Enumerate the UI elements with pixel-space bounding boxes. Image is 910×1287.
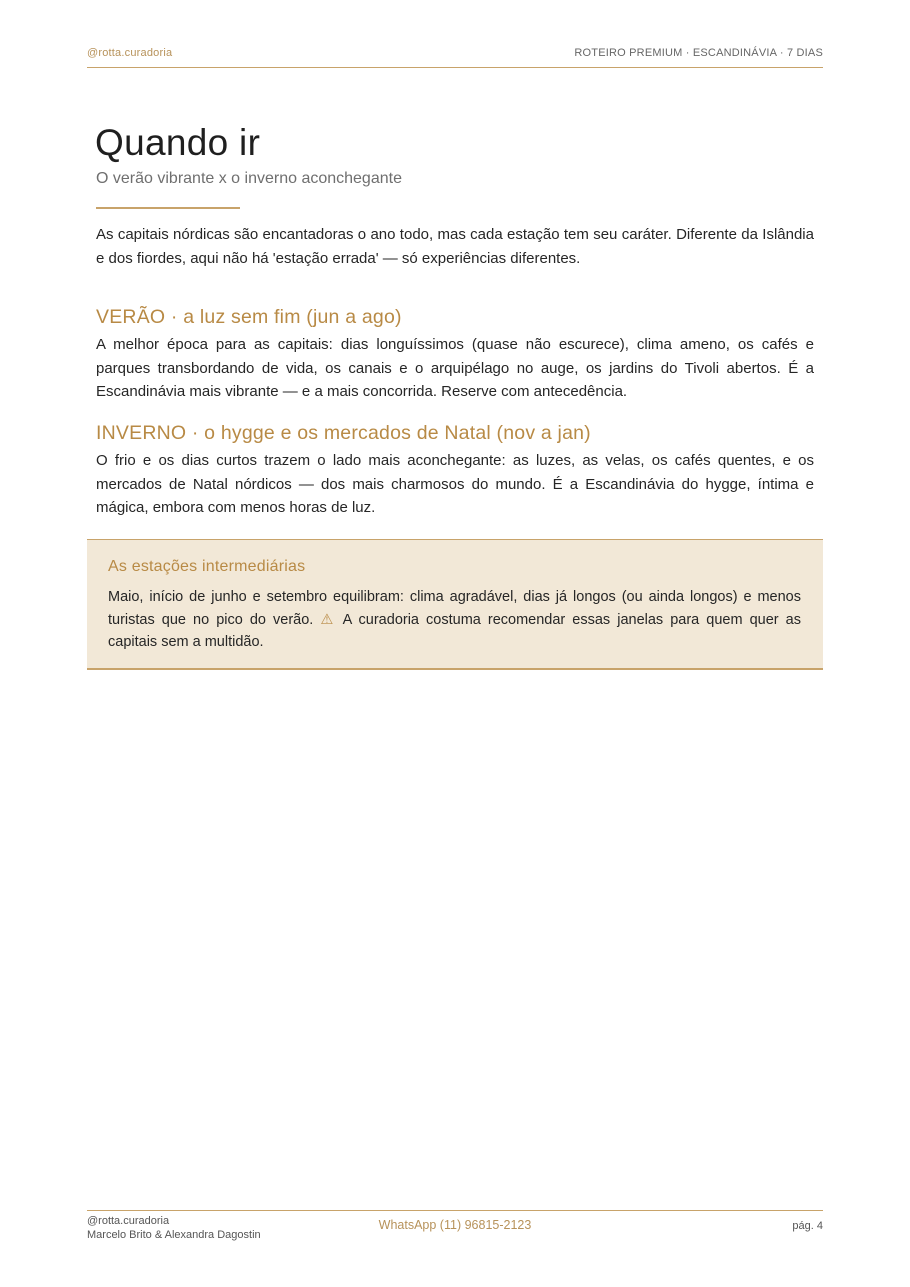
warning-icon: ⚠ — [320, 611, 337, 628]
section-body-summer: A melhor época para as capitais: dias longuíssimos (quase não escurece), clima ameno, os cafés e parques transbordando de vida, os canais e o arquipélago no auge, os jardins do Tivoli abertos. É a Escandinávia mais vibrante — e a mais concorrida. Reserve com antecedência. — [96, 336, 814, 400]
callout-text-before: Maio, início de junho e setembro equilibram: clima agradável, dias já longos (ou ainda longos) e menos turistas que no pico do verão. — [108, 589, 801, 628]
header-brand: @rotta.curadoria — [87, 47, 173, 59]
footer-handle: @rotta.curadoria — [87, 1215, 170, 1227]
page-footer — [87, 1210, 823, 1251]
page-title: Quando ir — [95, 122, 261, 163]
footer-contact: WhatsApp (11) 96815-2123 — [378, 1218, 532, 1232]
title-divider — [96, 207, 240, 209]
callout-body — [108, 586, 801, 654]
intro-paragraph: As capitais nórdicas são encantadoras o ano todo, mas cada estação tem seu caráter. Diferente da Islândia e dos fiordes, aqui não há 'estação errada' — só experiências diferentes. — [96, 226, 814, 267]
section-heading-winter: INVERNO · o hygge e os mercados de Natal (nov a jan) — [96, 422, 591, 444]
section-body-winter: O frio e os dias curtos trazem o lado mais aconchegante: as luzes, as velas, os cafés quentes, e os mercados de Natal nórdicos — dos mais charmosos do mundo. É a Escandinávia do hygge, íntima e mágica, embora com menos horas de luz. — [96, 452, 814, 516]
callout-text-after: A curadoria costuma recomendar essas janelas para quem quer as capitais sem a multidão. — [108, 611, 801, 650]
section-heading-summer: VERÃO · a luz sem fim (jun a ago) — [96, 306, 402, 328]
page-header — [87, 46, 823, 68]
header-document-title: ROTEIRO PREMIUM · ESCANDINÁVIA · 7 DIAS — [574, 47, 823, 59]
footer-page-number: pág. 4 — [792, 1220, 823, 1232]
page-subtitle: O verão vibrante x o inverno aconchegante — [96, 170, 402, 187]
footer-authors: Marcelo Brito & Alexandra Dagostin — [87, 1229, 261, 1241]
callout-box — [87, 539, 823, 670]
callout-title: As estações intermediárias — [108, 558, 306, 575]
